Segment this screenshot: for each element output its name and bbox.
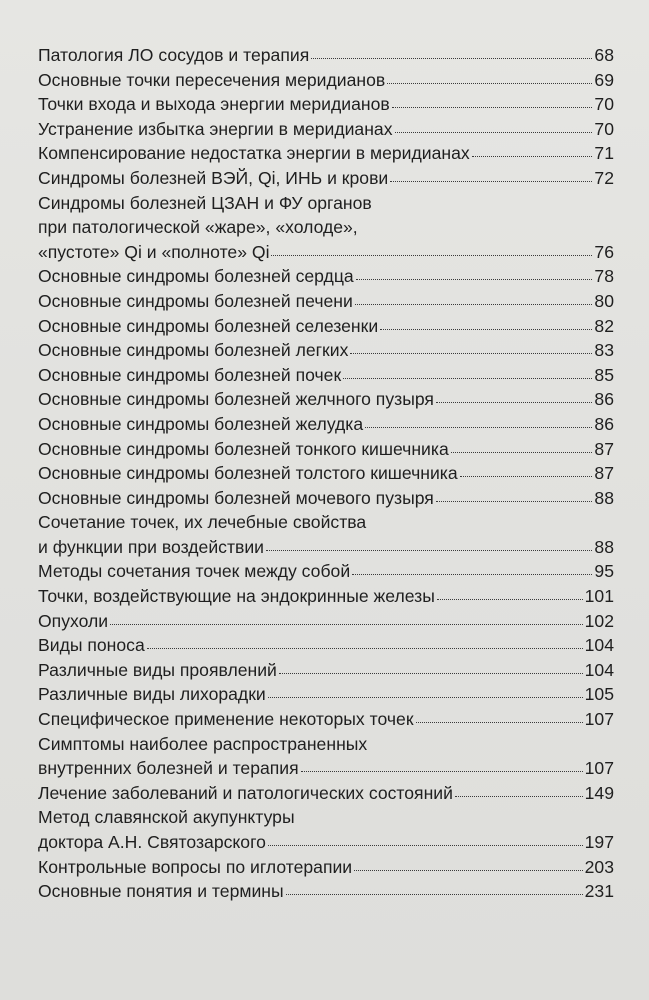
dot-leader [380,329,592,330]
toc-entry-line [38,461,614,486]
dot-leader [268,697,583,698]
toc-entry-line [38,707,614,732]
toc-entry-line [38,855,614,880]
toc-entry-title-line: при патологической «жаре», «холоде», [38,217,358,238]
toc-entry-line [38,264,614,289]
toc-entry [38,387,614,412]
dot-leader [390,181,592,182]
toc-entry [38,314,614,339]
toc-entry-line [38,92,614,117]
dot-leader [451,452,593,453]
toc-entry-title-line: Контрольные вопросы по иглотерапии [38,856,353,877]
toc-page-number: 102 [584,610,614,631]
toc-page-number: 86 [594,389,614,410]
toc-entry-line [38,756,614,781]
toc-entry [38,633,614,658]
toc-entry-line [38,658,614,683]
toc-page-number: 88 [594,487,614,508]
toc-entry [38,117,614,142]
toc-entry-line [38,166,614,191]
toc-entry-line [38,879,614,904]
dot-leader [455,796,583,797]
toc-entry [38,338,614,363]
dot-leader [460,476,593,477]
dot-leader [416,722,583,723]
toc-entry-title-line: Основные синдромы болезней легких [38,340,349,361]
toc-entry [38,879,614,904]
toc-entry [38,805,614,854]
dot-leader [301,771,583,772]
toc-page-number: 88 [594,536,614,557]
dot-leader [356,279,593,280]
toc-entry [38,781,614,806]
toc-page-number: 70 [594,118,614,139]
toc-page-number: 149 [584,782,614,803]
toc-entry-line [38,535,614,560]
dot-leader [266,550,592,551]
toc-entry-line [38,559,614,584]
toc-entry-line [38,682,614,707]
toc-entry-title-line: Методы сочетания точек между собой [38,561,351,582]
toc-entry-line [38,609,614,634]
toc-entry [38,609,614,634]
toc-entry-line [38,584,614,609]
toc-entry-line [38,338,614,363]
toc-entry-line [38,781,614,806]
toc-entry-title-line: Основные синдромы болезней толстого кишечника [38,463,458,484]
toc-page-number: 70 [594,94,614,115]
dot-leader [110,624,583,625]
toc-entry-title-line: Патология ЛО сосудов и терапия [38,45,310,65]
dot-leader [355,304,593,305]
toc-page-number: 197 [584,832,614,852]
toc-entry-title-line: Основные синдромы болезней почек [38,364,342,385]
toc-entry-line [38,141,614,166]
toc-page-number: 69 [594,69,614,90]
toc-page-number: 101 [584,586,614,607]
toc-page-number: 203 [584,856,614,877]
dot-leader [437,599,583,600]
dot-leader [392,107,593,108]
dot-leader [279,673,583,674]
toc-entry [38,166,614,191]
toc-page-number: 72 [594,167,614,188]
toc-entry-title-line: Различные виды лихорадки [38,684,266,705]
toc-entry [38,363,614,388]
toc-entry [38,43,614,68]
toc-entry-line [38,363,614,388]
dot-leader [436,501,593,502]
toc-entry-line [38,314,614,339]
toc-page-number: 87 [594,438,614,459]
dot-leader [286,894,583,895]
toc-page-number: 95 [594,561,614,582]
dot-leader [343,378,592,379]
dot-leader [352,574,592,575]
toc-entry-title-line: внутренних болезней и терапия [38,758,299,779]
dot-leader [472,156,593,157]
toc-entry-title-line: Основные синдромы болезней печени [38,290,353,311]
dot-leader [354,870,583,871]
toc-page-number: 80 [594,290,614,311]
toc-entry-line [38,412,614,437]
toc-entry-title-line: «пустоте» Qi и «полноте» Qi [38,241,270,262]
toc-entry-title-line: Лечение заболеваний и патологических состояний [38,782,453,803]
toc-entry [38,461,614,486]
toc-entry [38,486,614,511]
toc-entry-title-line: Основные синдромы болезней желудка [38,413,364,434]
toc-entry-line [38,633,614,658]
toc-entry-title-line: Различные виды проявлений [38,659,277,680]
toc-page-number: 104 [584,635,614,656]
toc-page-number: 87 [594,463,614,484]
dot-leader [350,353,592,354]
toc-entry [38,658,614,683]
toc-entry-line [38,486,614,511]
dot-leader [268,845,583,846]
toc-page-number: 83 [594,340,614,361]
toc-page-number: 85 [594,364,614,385]
dot-leader [436,402,592,403]
toc-entry-title-line: Устранение избытка энергии в меридианах [38,118,393,139]
toc-entry-title-line: Основные понятия и термины [38,881,284,902]
toc-entry-title-line: Основные синдромы болезней желчного пузыря [38,389,434,410]
toc-page-number: 231 [584,881,614,902]
toc-entry [38,92,614,117]
toc-entry-title-line: Виды поноса [38,635,145,656]
toc-page-number: 82 [594,315,614,336]
dot-leader [387,83,592,84]
toc-entry-title-line: Сочетание точек, их лечебные свойства [38,512,367,533]
toc-entry-title-line: Точки входа и выхода энергии меридианов [38,94,390,115]
toc-entry [38,682,614,707]
toc-entry-title-line: Синдромы болезней ЦЗАН и ФУ органов [38,192,372,213]
toc-entry-title-line: Основные синдромы болезней сердца [38,266,354,287]
toc-entry-title-line: Компенсирование недостатка энергии в меридианах [38,143,470,164]
toc-entry [38,141,614,166]
dot-leader [395,132,593,133]
toc-page-number: 86 [594,413,614,434]
toc-page-number: 78 [594,266,614,287]
toc-entry-title-line: Основные синдромы болезней селезенки [38,315,379,336]
dot-leader [147,648,583,649]
toc-entry-line [38,830,614,855]
toc-entry [38,510,614,559]
toc-entry [38,707,614,732]
toc-entry [38,68,614,93]
toc-entry-title-line: Основные точки пересечения меридианов [38,69,386,90]
toc-entry-title-line: Синдромы болезней ВЭЙ, Qi, ИНЬ и крови [38,167,389,188]
toc-page-number: 107 [584,709,614,730]
toc-entry-line [38,289,614,314]
toc-entry-line [38,117,614,142]
toc-entry-title-line: Основные синдромы болезней мочевого пузыря [38,487,434,508]
toc-entry-title-line: Точки, воздействующие на эндокринные железы [38,586,435,607]
toc-entry-title-line: Опухоли [38,610,109,631]
toc-entry [38,437,614,462]
toc-entry-line [38,387,614,412]
toc-entry-line [38,240,614,265]
toc-entry-line [38,43,614,68]
dot-leader [311,58,592,59]
toc-page-number: 68 [594,45,614,65]
dot-leader [271,255,592,256]
toc-entry [38,289,614,314]
toc-entry-title-line: Симптомы наиболее распространенных [38,733,368,754]
toc-entry [38,732,614,781]
toc-entry-line [38,437,614,462]
toc-page-number: 71 [594,143,614,164]
toc-entry-title-line: Метод славянской акупунктуры [38,807,295,828]
table-of-contents [38,43,614,904]
toc-page-number: 107 [584,758,614,779]
toc-entry [38,559,614,584]
toc-page-number: 76 [594,241,614,262]
toc-entry [38,191,614,265]
toc-page-number: 104 [584,659,614,680]
toc-entry-title-line: и функции при воздействии [38,536,265,557]
toc-entry-line [38,68,614,93]
toc-entry-title-line: Специфическое применение некоторых точек [38,709,414,730]
toc-entry-title-line: Основные синдромы болезней тонкого кишечника [38,438,449,459]
toc-entry [38,855,614,880]
dot-leader [365,427,592,428]
toc-page-number: 105 [584,684,614,705]
toc-entry [38,412,614,437]
toc-entry [38,584,614,609]
toc-entry-title-line: доктора А.Н. Святозарского [38,832,266,852]
toc-entry [38,264,614,289]
